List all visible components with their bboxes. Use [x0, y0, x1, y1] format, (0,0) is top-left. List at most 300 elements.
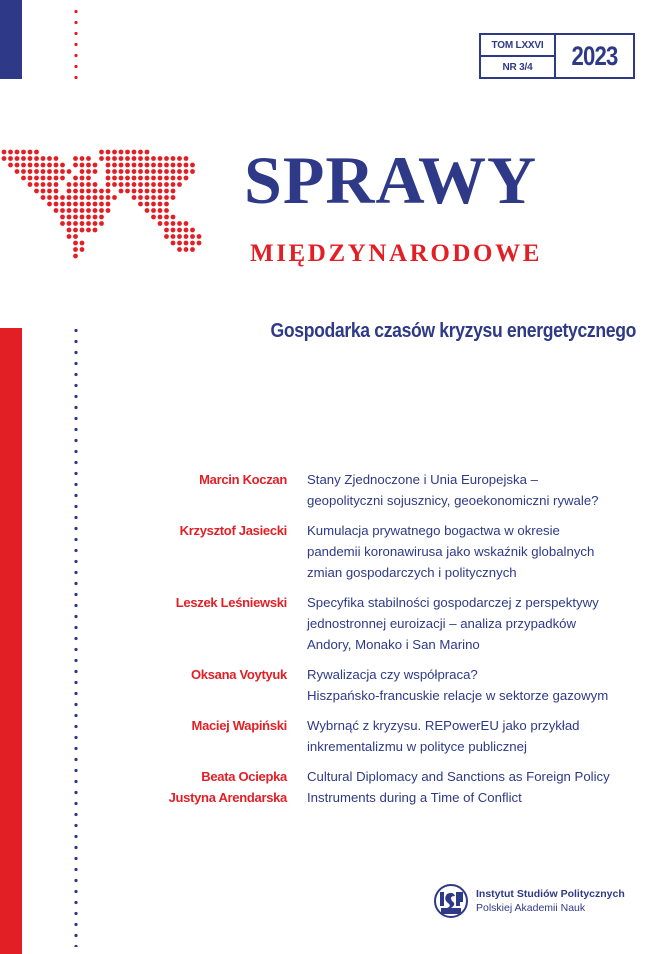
map-dot [34, 163, 39, 168]
map-dot [125, 169, 130, 174]
map-dot [73, 234, 78, 239]
map-dot [119, 156, 124, 161]
map-dot [145, 202, 150, 207]
map-dot [138, 163, 143, 168]
toc-entry [130, 520, 650, 583]
map-dot [21, 150, 26, 155]
toc-article-title [307, 766, 647, 808]
toc-author [130, 592, 287, 655]
map-dot [184, 247, 189, 252]
map-dot [80, 228, 85, 233]
map-dot [138, 182, 143, 187]
map-dot [125, 182, 130, 187]
map-dot [145, 169, 150, 174]
map-dot [47, 202, 52, 207]
map-dot [73, 228, 78, 233]
map-dot [112, 150, 117, 155]
map-dot [145, 176, 150, 181]
map-dot [28, 182, 33, 187]
map-dot [164, 163, 169, 168]
map-dot [177, 176, 182, 181]
issue-year: 2023 [571, 40, 618, 71]
map-dot [99, 150, 104, 155]
map-dot [60, 176, 65, 181]
map-dot [99, 195, 104, 200]
title-line: Wybrnąć z kryzysu. REPowerEU jako przykład [307, 718, 580, 733]
map-dot [80, 215, 85, 220]
map-dot [86, 156, 91, 161]
title-line: Stany Zjednoczone i Unia Europejska – [307, 472, 538, 487]
world-map-dots-icon [0, 148, 215, 273]
map-dot [164, 208, 169, 213]
publisher-block [434, 884, 625, 918]
author-name: Krzysztof Jasiecki [179, 523, 287, 538]
title-line: Specyfika stabilności gospodarczej z perspektywy [307, 595, 599, 610]
map-dot [54, 169, 59, 174]
map-dot [132, 189, 137, 194]
title-line: zmian gospodarczych i politycznych [307, 565, 517, 580]
map-dot [60, 221, 65, 226]
map-dot [47, 176, 52, 181]
map-dot [47, 169, 52, 174]
map-dot [28, 169, 33, 174]
map-dot [93, 215, 98, 220]
map-dot [54, 189, 59, 194]
toc-entry [130, 715, 650, 757]
map-dot [106, 163, 111, 168]
map-dot [132, 163, 137, 168]
map-dot [60, 163, 65, 168]
map-dot [119, 169, 124, 174]
map-dot [106, 195, 111, 200]
map-dot [54, 163, 59, 168]
map-dot [177, 221, 182, 226]
map-dot [41, 195, 46, 200]
left-red-bar [0, 328, 22, 954]
map-dot [158, 195, 163, 200]
map-dot [177, 241, 182, 246]
publisher-name-line1: Instytut Studiów Politycznych [476, 888, 625, 900]
map-dot [171, 182, 176, 187]
map-dot [73, 215, 78, 220]
map-dot [171, 241, 176, 246]
map-dot [80, 156, 85, 161]
map-dot [73, 241, 78, 246]
map-dot [54, 176, 59, 181]
map-dot [28, 163, 33, 168]
map-dot [86, 176, 91, 181]
toc-entry [130, 469, 650, 511]
map-dot [106, 189, 111, 194]
map-dot [106, 176, 111, 181]
map-dot [112, 176, 117, 181]
map-dot [93, 182, 98, 187]
map-dot [41, 189, 46, 194]
map-dot [34, 169, 39, 174]
map-dot [54, 202, 59, 207]
map-dot [34, 182, 39, 187]
map-dot [93, 195, 98, 200]
map-dot [164, 169, 169, 174]
map-dot [80, 208, 85, 213]
map-dot [119, 182, 124, 187]
map-dot [112, 169, 117, 174]
map-dot [164, 182, 169, 187]
map-dot [80, 189, 85, 194]
map-dot [41, 182, 46, 187]
map-dot [28, 176, 33, 181]
map-dot [8, 150, 13, 155]
map-dot [47, 156, 52, 161]
map-dot [106, 150, 111, 155]
toc-entry [130, 766, 650, 808]
map-dot [132, 156, 137, 161]
map-dot [60, 208, 65, 213]
map-dot [80, 163, 85, 168]
map-dot [15, 150, 20, 155]
map-dot [151, 202, 156, 207]
map-dot [151, 182, 156, 187]
map-dot [151, 215, 156, 220]
map-dot [125, 189, 130, 194]
map-dot [119, 150, 124, 155]
toc-author [130, 469, 287, 511]
map-dot [60, 169, 65, 174]
map-dot [190, 241, 195, 246]
toc-entry [130, 592, 650, 655]
map-dot [138, 176, 143, 181]
map-dot [171, 156, 176, 161]
map-dot [106, 202, 111, 207]
issue-info-box [479, 33, 635, 79]
map-dot [15, 169, 20, 174]
isp-pan-logo-icon [434, 884, 468, 918]
map-dot [73, 247, 78, 252]
map-dot [164, 202, 169, 207]
issue-number: NR 3/4 [481, 55, 554, 77]
map-dot [197, 234, 202, 239]
map-dot [21, 156, 26, 161]
map-dot [86, 208, 91, 213]
map-dot [119, 189, 124, 194]
map-dot [73, 208, 78, 213]
map-dot [184, 176, 189, 181]
map-dot [41, 156, 46, 161]
map-dot [67, 234, 72, 239]
map-dot [158, 163, 163, 168]
map-dot [184, 228, 189, 233]
map-dot [34, 176, 39, 181]
map-dot [73, 254, 78, 259]
dotted-line-blue [74, 325, 78, 947]
map-dot [138, 189, 143, 194]
author-name: Maciej Wapiński [191, 718, 287, 733]
map-dot [190, 228, 195, 233]
map-dot [47, 195, 52, 200]
map-dot [177, 228, 182, 233]
map-dot [86, 195, 91, 200]
map-dot [86, 215, 91, 220]
map-dot [80, 176, 85, 181]
map-dot [54, 182, 59, 187]
map-dot [158, 221, 163, 226]
map-dot [99, 156, 104, 161]
map-dot [2, 156, 7, 161]
map-dot [73, 195, 78, 200]
map-dot [190, 163, 195, 168]
map-dot [171, 169, 176, 174]
toc-author [130, 715, 287, 757]
toc-entry [130, 664, 650, 706]
map-dot [177, 234, 182, 239]
map-dot [86, 182, 91, 187]
map-dot [164, 215, 169, 220]
toc-author [130, 766, 287, 808]
top-left-blue-bar [0, 0, 22, 79]
map-dot [158, 202, 163, 207]
map-dot [171, 195, 176, 200]
toc-article-title [307, 592, 647, 655]
title-line: Cultural Diplomacy and Sanctions as Foreign Policy [307, 769, 610, 784]
map-dot [99, 189, 104, 194]
map-dot [93, 202, 98, 207]
map-dot [47, 189, 52, 194]
map-dot [151, 189, 156, 194]
map-dot [184, 156, 189, 161]
map-dot [67, 195, 72, 200]
title-line: geopolityczni sojusznicy, geoekonomiczni rywale? [307, 493, 599, 508]
map-dot [184, 234, 189, 239]
map-dot [145, 150, 150, 155]
map-dot [80, 169, 85, 174]
map-dot [145, 195, 150, 200]
map-dot [184, 163, 189, 168]
title-line: Andory, Monako i San Marino [307, 637, 480, 652]
map-dot [93, 189, 98, 194]
map-dot [80, 221, 85, 226]
map-dot [73, 156, 78, 161]
toc-article-title [307, 520, 647, 583]
map-dot [125, 150, 130, 155]
map-dot [60, 215, 65, 220]
map-dot [177, 163, 182, 168]
map-dot [145, 189, 150, 194]
map-dot [93, 221, 98, 226]
publisher-text [476, 887, 625, 915]
map-dot [28, 150, 33, 155]
toc-article-title [307, 664, 647, 706]
toc-author [130, 520, 287, 583]
map-dot [125, 156, 130, 161]
map-dot [164, 234, 169, 239]
map-dot [106, 208, 111, 213]
map-dot [164, 156, 169, 161]
map-dot [171, 176, 176, 181]
map-dot [138, 195, 143, 200]
map-dot [164, 189, 169, 194]
map-dot [67, 202, 72, 207]
map-dot [34, 189, 39, 194]
map-dot [47, 163, 52, 168]
map-dot [8, 163, 13, 168]
map-dot [171, 221, 176, 226]
map-dot [73, 202, 78, 207]
map-dot [158, 189, 163, 194]
map-dot [67, 208, 72, 213]
map-dot [145, 156, 150, 161]
title-line: inkrementalizmu w polityce publicznej [307, 739, 527, 754]
map-dot [86, 163, 91, 168]
map-dot [80, 202, 85, 207]
author-name: Marcin Koczan [199, 472, 287, 487]
map-dot [21, 163, 26, 168]
map-dot [132, 195, 137, 200]
map-dot [177, 182, 182, 187]
map-dot [86, 202, 91, 207]
map-dot [73, 182, 78, 187]
toc-article-title [307, 469, 647, 511]
map-dot [67, 215, 72, 220]
map-dot [158, 208, 163, 213]
map-dot [158, 215, 163, 220]
title-line: Rywalizacja czy współpraca? [307, 667, 478, 682]
author-name: Beata Ociepka [201, 769, 287, 784]
title-line: Instruments during a Time of Conflict [307, 790, 522, 805]
map-dot [34, 150, 39, 155]
map-dot [177, 156, 182, 161]
map-dot [151, 163, 156, 168]
map-dot [132, 182, 137, 187]
map-dot [112, 195, 117, 200]
map-dot [73, 176, 78, 181]
map-dot [47, 182, 52, 187]
map-dot [119, 163, 124, 168]
map-dot [80, 195, 85, 200]
map-dot [177, 247, 182, 252]
map-dot [132, 150, 137, 155]
map-dot [190, 234, 195, 239]
map-dot [151, 169, 156, 174]
title-line: Hiszpańsko-francuskie relacje w sektorze gazowym [307, 688, 609, 703]
map-dot [112, 156, 117, 161]
map-dot [164, 195, 169, 200]
map-dot [151, 208, 156, 213]
map-dot [125, 163, 130, 168]
map-dot [21, 169, 26, 174]
map-dot [60, 195, 65, 200]
map-dot [54, 195, 59, 200]
map-dot [99, 208, 104, 213]
map-dot [145, 163, 150, 168]
map-dot [138, 202, 143, 207]
map-dot [164, 221, 169, 226]
map-dot [73, 189, 78, 194]
map-dot [73, 221, 78, 226]
map-dot [73, 163, 78, 168]
map-dot [21, 176, 26, 181]
map-dot [190, 247, 195, 252]
map-dot [184, 221, 189, 226]
map-dot [158, 156, 163, 161]
map-dot [60, 202, 65, 207]
map-dot [28, 156, 33, 161]
map-dot [184, 241, 189, 246]
map-dot [145, 182, 150, 187]
map-dot [99, 202, 104, 207]
map-dot [138, 150, 143, 155]
toc-article-title [307, 715, 647, 757]
map-dot [158, 176, 163, 181]
map-dot [171, 234, 176, 239]
issue-volume: TOM LXXVI [491, 39, 544, 51]
map-dot [54, 156, 59, 161]
issue-theme: Gospodarka czasów kryzysu energetycznego [270, 320, 636, 342]
map-dot [93, 228, 98, 233]
map-dot [41, 163, 46, 168]
map-dot [132, 169, 137, 174]
map-dot [151, 156, 156, 161]
map-dot [171, 228, 176, 233]
map-dot [67, 189, 72, 194]
map-dot [106, 156, 111, 161]
map-dot [171, 215, 176, 220]
issue-left-column [481, 35, 556, 77]
map-dot [132, 176, 137, 181]
map-dot [138, 169, 143, 174]
publisher-name-line2: Polskiej Akademii Nauk [476, 902, 586, 914]
author-name: Leszek Leśniewski [175, 595, 287, 610]
author-name: Justyna Arendarska [168, 790, 287, 805]
map-dot [158, 169, 163, 174]
map-dot [15, 163, 20, 168]
map-dot [86, 169, 91, 174]
map-dot [171, 163, 176, 168]
title-line: Kumulacja prywatnego bogactwa w okresie [307, 523, 560, 538]
map-dot [67, 182, 72, 187]
map-dot [86, 228, 91, 233]
journal-title: SPRAWY [244, 142, 538, 218]
map-dot [80, 247, 85, 252]
map-dot [164, 176, 169, 181]
map-dot [67, 221, 72, 226]
map-dot [54, 208, 59, 213]
map-dot [41, 176, 46, 181]
map-dot [67, 169, 72, 174]
map-dot [171, 189, 176, 194]
map-dot [41, 169, 46, 174]
map-dot [158, 182, 163, 187]
map-dot [80, 241, 85, 246]
map-dot [177, 169, 182, 174]
map-dot [112, 182, 117, 187]
map-dot [119, 176, 124, 181]
map-dot [145, 208, 150, 213]
map-dot [106, 169, 111, 174]
map-dot [15, 156, 20, 161]
title-line: pandemii koronawirusa jako wskaźnik globalnych [307, 544, 595, 559]
map-dot [8, 156, 13, 161]
map-dot [197, 241, 202, 246]
toc-author [130, 664, 287, 706]
map-dot [151, 176, 156, 181]
map-dot [190, 169, 195, 174]
map-dot [93, 208, 98, 213]
map-dot [125, 176, 130, 181]
map-dot [93, 169, 98, 174]
map-dot [67, 228, 72, 233]
title-line: jednostronnej euroizacji – analiza przypadków [307, 616, 577, 631]
map-dot [138, 156, 143, 161]
